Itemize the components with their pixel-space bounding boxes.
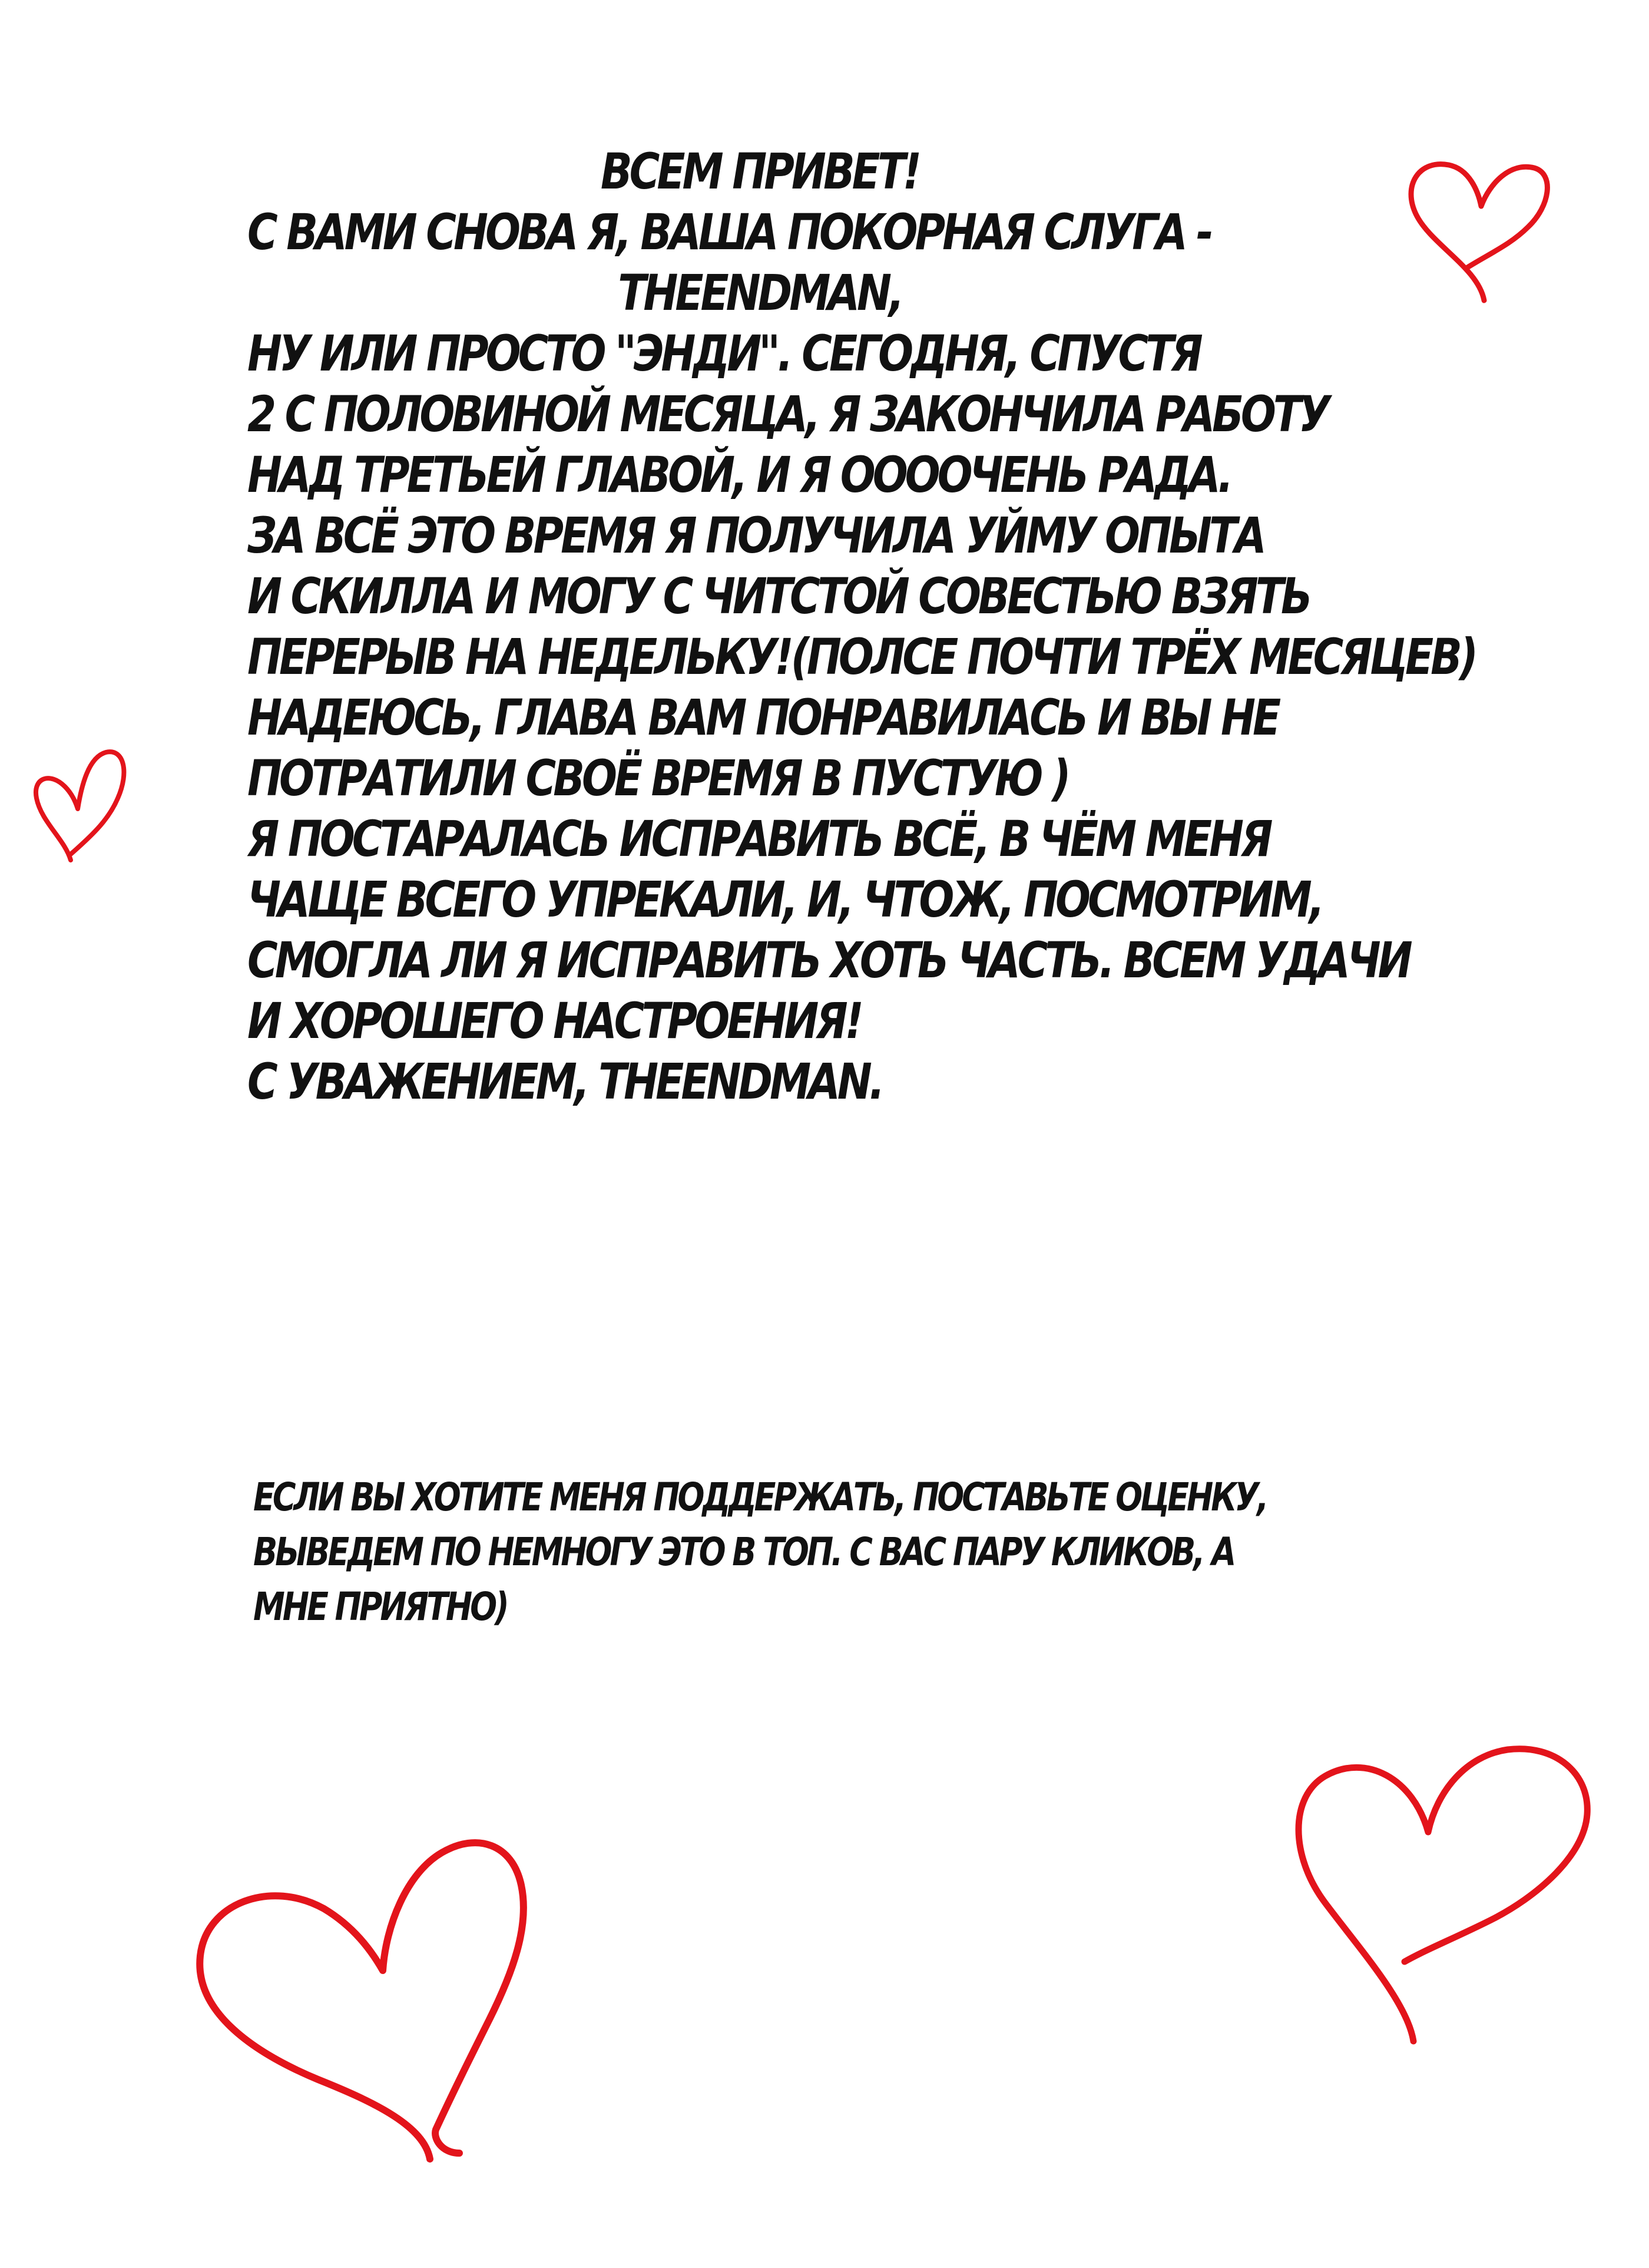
- author-name-line: THEENDMAN,: [618, 264, 902, 322]
- support-note-line: МНЕ ПРИЯТНО): [253, 1584, 507, 1629]
- greeting-line: ВСЕМ ПРИВЕТ!: [600, 143, 919, 200]
- support-note-line: ВЫВЕДЕМ ПО НЕМНОГУ ЭТО В ТОП. С ВАС ПАРУ КЛИКОВ, А: [253, 1529, 1234, 1575]
- support-note-line: ЕСЛИ ВЫ ХОТИТЕ МЕНЯ ПОДДЕРЖАТЬ, ПОСТАВЬТЕ ОЦЕНКУ,: [253, 1474, 1267, 1520]
- letter-line: НАД ТРЕТЬЕЙ ГЛАВОЙ, И Я ООООЧЕНЬ РАДА.: [247, 446, 1231, 504]
- letter-line: НУ ИЛИ ПРОСТО "ЭНДИ". СЕГОДНЯ, СПУСТЯ: [247, 325, 1200, 382]
- support-note: [253, 1470, 1578, 1634]
- letter-line: ЗА ВСЁ ЭТО ВРЕМЯ Я ПОЛУЧИЛА УЙМУ ОПЫТА: [247, 507, 1264, 564]
- letter-line: СМОГЛА ЛИ Я ИСПРАВИТЬ ХОТЬ ЧАСТЬ. ВСЕМ УДАЧИ: [247, 931, 1410, 989]
- letter-body: [247, 141, 1590, 1112]
- signature-line: С УВАЖЕНИЕМ, THEENDMAN.: [247, 1053, 882, 1110]
- letter-line: ЧАЩЕ ВСЕГО УПРЕКАЛИ, И, ЧТОЖ, ПОСМОТРИМ,: [247, 871, 1322, 928]
- letter-line: 2 С ПОЛОВИНОЙ МЕСЯЦА, Я ЗАКОНЧИЛА РАБОТУ: [247, 385, 1328, 443]
- letter-line: С ВАМИ СНОВА Я, ВАША ПОКОРНАЯ СЛУГА -: [247, 203, 1211, 261]
- letter-line: И ХОРОШЕГО НАСТРОЕНИЯ!: [247, 992, 861, 1050]
- letter-line: ПЕРЕРЫВ НА НЕДЕЛЬКУ!(ПОЛСЕ ПОЧТИ ТРЁХ МЕСЯЦЕВ): [247, 628, 1476, 686]
- heart-outline-icon: [29, 739, 130, 863]
- heart-outline-icon: [183, 1809, 548, 2162]
- letter-line: ПОТРАТИЛИ СВОЁ ВРЕМЯ В ПУСТУЮ ): [247, 749, 1068, 807]
- letter-line: НАДЕЮСЬ, ГЛАВА ВАМ ПОНРАВИЛАСЬ И ВЫ НЕ: [247, 689, 1279, 746]
- heart-outline-icon: [1396, 150, 1555, 303]
- heart-outline-icon: [1278, 1726, 1608, 2044]
- letter-line: И СКИЛЛА И МОГУ С ЧИТСТОЙ СОВЕСТЬЮ ВЗЯТЬ: [247, 567, 1310, 625]
- letter-line: Я ПОСТАРАЛАСЬ ИСПРАВИТЬ ВСЁ, В ЧЁМ МЕНЯ: [247, 810, 1270, 868]
